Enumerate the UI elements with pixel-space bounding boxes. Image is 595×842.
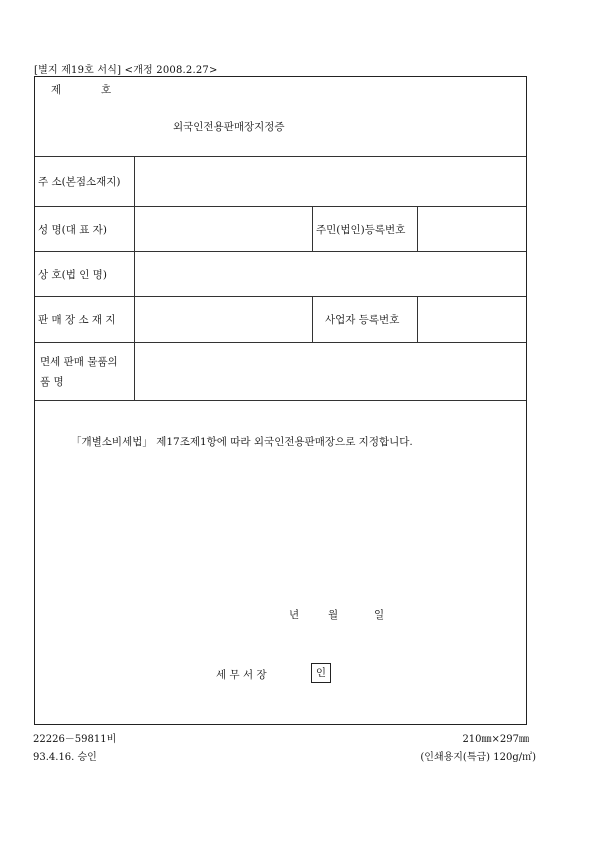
label-column-separator [134, 156, 135, 400]
date-month: 월 [328, 609, 339, 621]
date-day: 일 [374, 609, 385, 621]
business-label-left [312, 296, 313, 342]
form-code: 22226－59811비 [33, 734, 117, 745]
resident-label-right [417, 206, 418, 251]
approval-date: 93.4.16. 승인 [33, 752, 97, 763]
business-label-right [417, 296, 418, 342]
number-label-je: 제 [51, 84, 62, 96]
divider-address [35, 206, 526, 207]
issuer-title: 세 무 서 장 [216, 669, 267, 681]
label-business-number: 사업자 등록번호 [325, 314, 400, 326]
label-items-line2: 품 명 [40, 376, 64, 388]
label-items-line1: 면세 판매 물품의 [40, 356, 118, 368]
label-address: 주 소(본점소재지) [38, 176, 121, 188]
seal-box: 인 [311, 663, 331, 683]
date-year: 년 [289, 609, 300, 621]
label-trade-name: 상 호(법 인 명) [38, 269, 107, 281]
certificate-form [34, 76, 527, 725]
divider-items [35, 400, 526, 401]
divider-title [35, 156, 526, 157]
divider-name [35, 251, 526, 252]
paper-size: 210㎜×297㎜ [462, 734, 529, 745]
label-store-location: 판 매 장 소 재 지 [38, 314, 116, 326]
form-reference: [별지 제19호 서식] <개정 2008.2.27> [34, 65, 218, 76]
divider-trade [35, 296, 526, 297]
number-label-ho: 호 [101, 84, 112, 96]
divider-location [35, 342, 526, 343]
certificate-title: 외국인전용판매장지정증 [173, 121, 285, 133]
paper-spec: (인쇄용지(특급) 120g/㎡) [420, 752, 536, 763]
resident-label-left [312, 206, 313, 251]
label-name: 성 명(대 표 자) [38, 224, 107, 236]
label-resident-number: 주민(법인)등록번호 [316, 224, 406, 236]
designation-statement: 「개별소비세법」 제17조제1항에 따라 외국인전용판매장으로 지정합니다. [71, 436, 413, 448]
